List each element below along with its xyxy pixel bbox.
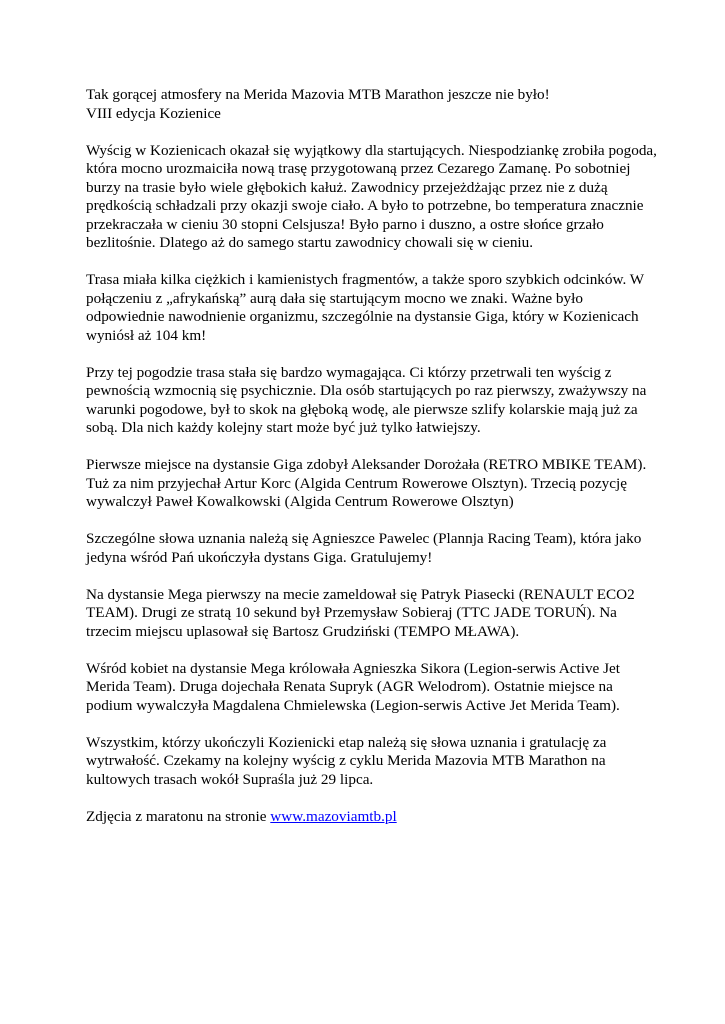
paragraph-mega-women [86, 660, 646, 716]
text-line: warunki pogodowe, był to skok na głęboką wodę, ale pierwsze szlify kolarskie mają już za [86, 400, 638, 418]
text-line: Merida Team). Druga dojechała Renata Supryk (AGR Welodrom). Ostatnie miejsce na [86, 678, 613, 695]
text-line: wytrwałość. Czekamy na kolejny wyścig z cyklu Merida Mazovia MTB Marathon na [86, 752, 606, 769]
text-line: wywalczył Paweł Kowalkowski (Algida Centrum Rowerowe Olsztyn) [86, 493, 514, 510]
text-line: burzy na trasie było wiele głębokich kałuż. Zawodnicy przejeżdżając przez nie z dużą [86, 178, 608, 196]
paragraph-route [86, 271, 646, 345]
text-line: Wyścig w Kozienicach okazał się wyjątkowy dla startujących. Niespodziankę zrobiła pogoda, [86, 141, 657, 159]
text-line: Na dystansie Mega pierwszy na mecie zameldował się Patryk Piasecki (RENAULT ECO2 [86, 585, 635, 603]
text-line: odpowiednie nawodnienie organizmu, szczególnie na dystansie Giga, który w Kozienicach [86, 308, 639, 325]
text-line: która mocno urozmaiciła nową trasę przygotowaną przez Cezarego Zamanę. Po sobotniej [86, 160, 631, 177]
text-line: połączeniu z „afrykańską” aurą dała się startującym mocno we znaki. Ważne było [86, 289, 583, 307]
text-line: przekraczała w cieniu 30 stopni Celsjusza! Było parno i duszno, a ostre słońce grzało [86, 215, 604, 233]
paragraph-photos [86, 808, 646, 827]
website-link[interactable]: www.mazoviamtb.pl [270, 807, 397, 825]
text-line: wyniósł aż 104 km! [86, 326, 207, 344]
paragraph-intro [86, 141, 657, 253]
text-line: prędkością schładzali przy okazji swoje ciało. A było to potrzebne, bo temperatura znacznie [86, 197, 644, 214]
text-line: Przy tej pogodzie trasa stała się bardzo wymagająca. Ci którzy przetrwali ten wyścig z [86, 363, 612, 381]
text-line: podium wywalczyła Magdalena Chmielewska (Legion-serwis Active Jet Merida Team). [86, 696, 620, 714]
text-line: Szczególne słowa uznania należą się Agnieszce Pawelec (Plannja Racing Team), która jako [86, 530, 642, 547]
title-line: Tak gorącej atmosfery na Merida Mazovia MTB Marathon jeszcze nie było! [86, 86, 550, 103]
subtitle-line: VIII edycja Kozienice [86, 104, 221, 122]
text-line: Wśród kobiet na dystansie Mega królowała Agnieszka Sikora (Legion-serwis Active Jet [86, 659, 620, 677]
text-line: TEAM). Drugi ze stratą 10 sekund był Przemysław Sobieraj (TTC JADE TORUŃ). Na [86, 604, 617, 621]
text-line: jedyna wśród Pań ukończyła dystans Giga. Gratulujemy! [86, 548, 433, 566]
paragraph-closing-thanks [86, 734, 646, 790]
text-line: Tuż za nim przyjechał Artur Korc (Algida Centrum Rowerowe Olsztyn). Trzecią pozycję [86, 474, 627, 492]
text-line: pewnością wzmocnią się psychicznie. Dla osób startujących po raz pierwszy, zważywszy na [86, 382, 647, 399]
document-page [86, 86, 657, 845]
text-line: kultowych trasach wokół Supraśla już 29 lipca. [86, 770, 374, 788]
paragraph-weather [86, 364, 646, 438]
text-line: Trasa miała kilka ciężkich i kamienistych fragmentów, a także sporo szybkich odcinków. W [86, 271, 645, 288]
text-line: bezlitośnie. Dlatego aż do samego startu zawodnicy chowali się w cieniu. [86, 234, 534, 251]
photos-line [86, 808, 646, 827]
paragraph-giga-results [86, 456, 646, 512]
photos-text: Zdjęcia z maratonu na stronie [86, 807, 271, 825]
paragraph-giga-women [86, 530, 646, 567]
text-line: sobą. Dla nich każdy kolejny start może być już tylko łatwiejszy. [86, 419, 481, 436]
text-line: Pierwsze miejsce na dystansie Giga zdobył Aleksander Dorożała (RETRO MBIKE TEAM). [86, 456, 647, 473]
text-line: trzecim miejscu uplasował się Bartosz Grudziński (TEMPO MŁAWA). [86, 622, 520, 640]
text-line: Wszystkim, którzy ukończyli Kozienicki etap należą się słowa uznania i gratulację za [86, 733, 607, 751]
paragraph-mega-men [86, 586, 646, 642]
document-title [86, 86, 646, 123]
